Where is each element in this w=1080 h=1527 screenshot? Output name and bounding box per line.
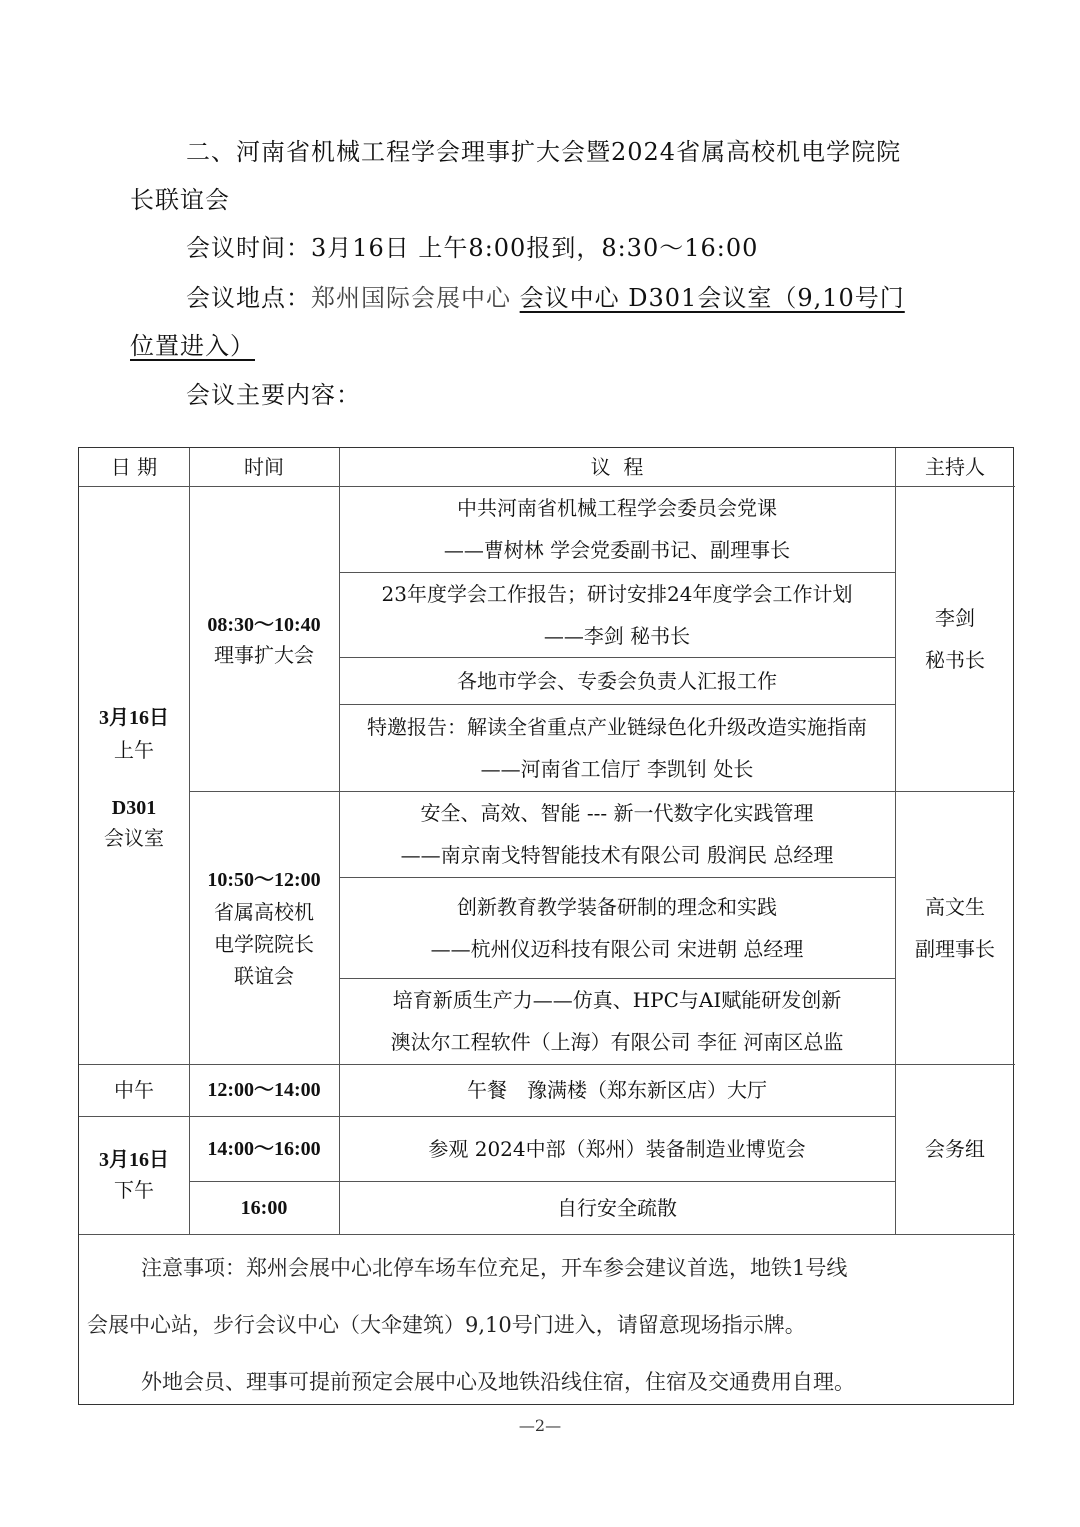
afternoon-period: 下午 <box>114 1178 154 1202</box>
meeting-room-line2: 位置进入） <box>130 332 255 360</box>
agenda-title: 安全、高效、智能 --- 新一代数字化实践管理 <box>420 801 814 825</box>
session2-name: 电学院院长 <box>214 931 314 956</box>
session1-name: 理事扩大会 <box>214 643 314 667</box>
agenda-speaker: 澳汰尔工程软件（上海）有限公司 李征 河南区总监 <box>390 1030 844 1054</box>
content-label: 会议主要内容： <box>186 381 361 409</box>
noon-time: 12:00～14:00 <box>207 1079 321 1101</box>
meeting-venue: 郑州国际会展中心 <box>311 284 511 312</box>
agenda-speaker: ——河南省工信厅 李凯钊 处长 <box>480 756 754 781</box>
afternoon-time: 16:00 <box>240 1196 288 1219</box>
afternoon-host: 会务组 <box>925 1137 985 1161</box>
session1-time: 08:30～10:40 <box>207 614 321 636</box>
session2-time: 10:50～12:00 <box>207 868 321 891</box>
agenda-speaker: ——曹树林 学会党委副书记、副理事长 <box>443 538 791 562</box>
host-name: 李剑 <box>935 605 975 630</box>
agenda-item <box>339 704 895 791</box>
session2-host <box>895 791 1015 1064</box>
agenda-title: 23年度学会工作报告；研讨安排24年度学会工作计划 <box>381 581 853 606</box>
meeting-place-label: 会议地点： <box>186 284 311 312</box>
meeting-time-label: 会议时间： <box>186 234 311 262</box>
afternoon-date-cell <box>79 1116 189 1234</box>
afternoon-agenda: 自行安全疏散 <box>557 1195 677 1220</box>
section-heading-line1: 二、河南省机械工程学会理事扩大会暨2024省属高校机电学院院 <box>186 138 902 166</box>
header-agenda: 议 程 <box>590 455 644 479</box>
agenda-item <box>339 572 895 657</box>
page-number: —2— <box>518 1416 562 1435</box>
afternoon-agenda: 参观 2024中部（郑州）装备制造业博览会 <box>428 1136 806 1161</box>
host-title: 副理事长 <box>915 936 995 961</box>
afternoon-date: 3月16日 <box>99 1149 169 1171</box>
agenda-title: 创新教育教学装备研制的理念和实践 <box>457 894 777 919</box>
morning-room-label: 会议室 <box>104 826 164 850</box>
host-name: 高文生 <box>925 894 985 919</box>
note-line3: 外地会员、理事可提前预定会展中心及地铁沿线住宿，住宿及交通费用自理。 <box>141 1370 855 1394</box>
session1-host <box>895 486 1015 791</box>
agenda-item <box>339 486 895 572</box>
noon-date: 中午 <box>114 1078 154 1102</box>
header-date: 日 期 <box>110 455 158 479</box>
agenda-title: 中共河南省机械工程学会委员会党课 <box>457 496 777 520</box>
morning-period: 上午 <box>114 738 154 762</box>
meeting-room-line1: 会议中心 D301会议室（9,10号门 <box>519 284 905 312</box>
note-line1: 注意事项：郑州会展中心北停车场车位充足，开车参会建议首选，地铁1号线 <box>141 1256 848 1280</box>
morning-date: 3月16日 <box>99 707 169 729</box>
agenda-item <box>339 791 895 877</box>
agenda-item <box>339 657 895 704</box>
agenda-item <box>339 978 895 1064</box>
session2-time-cell <box>189 791 339 1064</box>
meeting-place-cont <box>130 331 255 361</box>
section-heading-line2: 长联谊会 <box>130 186 230 214</box>
meeting-place <box>186 283 905 313</box>
morning-room: D301 <box>111 797 157 819</box>
session2-name: 省属高校机 <box>214 899 314 924</box>
header-time: 时间 <box>244 455 284 479</box>
noon-agenda: 午餐 豫满楼（郑东新区店）大厅 <box>467 1078 767 1102</box>
agenda-title: 培育新质生产力——仿真、HPC与AI赋能研发创新 <box>392 988 842 1012</box>
header-host: 主持人 <box>925 455 985 479</box>
row-divider <box>79 1234 1015 1235</box>
schedule-table <box>78 447 1014 1405</box>
meeting-time <box>186 233 758 263</box>
agenda-speaker: ——李剑 秘书长 <box>543 623 691 648</box>
agenda-item <box>339 877 895 978</box>
agenda-speaker: ——杭州仪迈科技有限公司 宋进朝 总经理 <box>430 936 804 961</box>
agenda-speaker: ——南京南戈特智能技术有限公司 殷润民 总经理 <box>400 843 834 867</box>
agenda-title: 特邀报告：解读全省重点产业链绿色化升级改造实施指南 <box>367 714 867 739</box>
meeting-time-value: 3月16日 上午8:00报到，8:30～16:00 <box>311 234 759 262</box>
afternoon-time: 14:00～16:00 <box>207 1137 321 1160</box>
host-title: 秘书长 <box>925 647 985 672</box>
session2-name: 联谊会 <box>234 963 294 988</box>
agenda-title: 各地市学会、专委会负责人汇报工作 <box>457 668 777 693</box>
note-line2: 会展中心站，步行会议中心（大伞建筑）9,10号门进入，请留意现场指示牌。 <box>87 1313 806 1337</box>
session1-time-cell <box>189 608 339 672</box>
